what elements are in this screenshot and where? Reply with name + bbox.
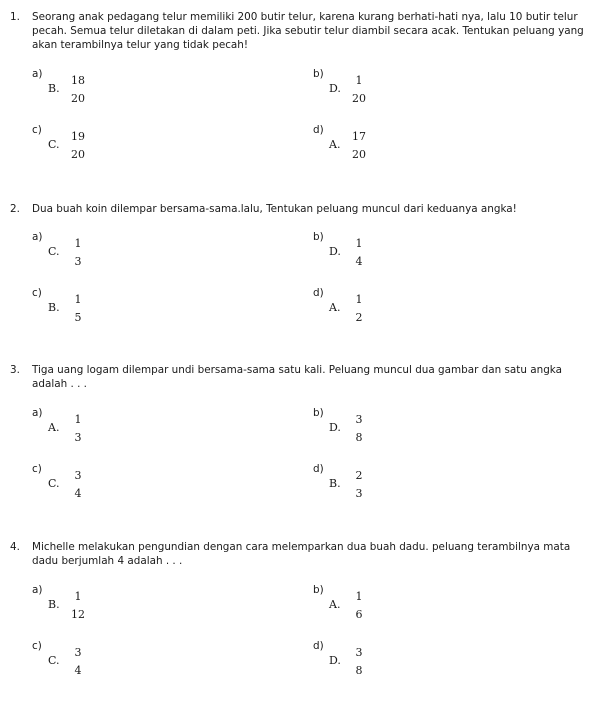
option-label: d) [313,463,324,475]
denominator: 20 [352,92,366,105]
option-c[interactable] [32,463,232,513]
question-3 [10,363,590,391]
option-d[interactable] [313,640,513,690]
denominator: 4 [355,255,363,268]
numerator: 2 [355,469,363,482]
denominator: 8 [355,431,363,444]
option-label: d) [313,287,324,299]
option-letter: B. [48,82,60,95]
option-a[interactable] [32,68,232,118]
question-number: 3. [10,364,20,376]
option-letter: D. [329,654,341,667]
option-label: d) [313,124,324,136]
option-b[interactable] [313,584,513,634]
fraction [66,644,90,680]
option-letter: B. [48,301,60,314]
fraction [66,411,90,447]
option-a[interactable] [32,407,232,457]
fraction [347,467,371,503]
option-letter: D. [329,421,341,434]
option-label: c) [32,463,42,475]
option-letter: C. [48,245,60,258]
numerator: 18 [71,74,85,87]
option-letter: C. [48,477,60,490]
question-number: 2. [10,203,20,215]
option-c[interactable] [32,287,232,337]
option-letter: D. [329,245,341,258]
question-4 [10,540,590,568]
denominator: 6 [355,608,363,621]
option-label: b) [313,584,324,596]
fraction [347,644,371,680]
question-text: Dua buah koin dilempar bersama-sama.lalu, Tentukan peluang muncul dari keduanya angka! [32,203,517,215]
denominator: 12 [71,608,85,621]
numerator: 3 [355,646,363,659]
fraction [66,235,90,271]
option-label: c) [32,124,42,136]
numerator: 3 [355,413,363,426]
fraction [66,128,90,164]
numerator: 17 [352,130,366,143]
denominator: 2 [355,311,363,324]
numerator: 1 [355,293,363,306]
question-text: Seorang anak pedagang telur memiliki 200 butir telur, karena kurang berhati-hati nya, lalu 10 butir telur pecah. Semua telur diletakan di dalam peti. Jika sebutir telur diambil secara acak. Tentukan peluang yang akan terambilnya telur yang tidak pecah! [32,11,584,51]
fraction [66,291,90,327]
option-c[interactable] [32,124,232,174]
question-2 [10,202,590,216]
option-letter: C. [48,138,60,151]
denominator: 4 [74,487,82,500]
fraction [347,72,371,108]
option-c[interactable] [32,640,232,690]
option-letter: A. [48,421,60,434]
fraction [66,467,90,503]
option-label: b) [313,407,324,419]
option-d[interactable] [313,287,513,337]
option-label: a) [32,231,43,243]
option-label: a) [32,584,43,596]
fraction [347,235,371,271]
numerator: 1 [74,413,82,426]
option-letter: C. [48,654,60,667]
option-b[interactable] [313,68,513,118]
denominator: 5 [74,311,82,324]
option-b[interactable] [313,231,513,281]
denominator: 8 [355,664,363,677]
question-number: 4. [10,541,20,553]
option-d[interactable] [313,124,513,174]
option-b[interactable] [313,407,513,457]
denominator: 20 [352,148,366,161]
option-a[interactable] [32,231,232,281]
denominator: 3 [74,431,82,444]
option-letter: D. [329,82,341,95]
option-label: a) [32,68,43,80]
option-label: c) [32,640,42,652]
question-1 [10,10,590,52]
numerator: 1 [74,590,82,603]
fraction [347,291,371,327]
numerator: 1 [355,590,363,603]
question-number: 1. [10,11,20,23]
option-letter: B. [329,477,341,490]
option-letter: B. [48,598,60,611]
numerator: 3 [74,646,82,659]
option-label: d) [313,640,324,652]
numerator: 1 [74,293,82,306]
option-label: c) [32,287,42,299]
numerator: 1 [355,237,363,250]
fraction [347,588,371,624]
option-label: a) [32,407,43,419]
fraction [347,411,371,447]
numerator: 1 [355,74,363,87]
numerator: 19 [71,130,85,143]
denominator: 4 [74,664,82,677]
denominator: 3 [355,487,363,500]
fraction [347,128,371,164]
option-label: b) [313,68,324,80]
option-letter: A. [329,138,341,151]
denominator: 20 [71,92,85,105]
question-text: Michelle melakukan pengundian dengan cara melemparkan dua buah dadu. peluang terambilnya mata dadu berjumlah 4 adalah . . . [32,541,571,567]
fraction [66,72,90,108]
option-a[interactable] [32,584,232,634]
denominator: 3 [74,255,82,268]
numerator: 1 [74,237,82,250]
option-d[interactable] [313,463,513,513]
option-letter: A. [329,301,341,314]
denominator: 20 [71,148,85,161]
option-letter: A. [329,598,341,611]
numerator: 3 [74,469,82,482]
question-text: Tiga uang logam dilempar undi bersama-sama satu kali. Peluang muncul dua gambar dan satu angka adalah . . . [32,364,563,390]
fraction [66,588,90,624]
option-label: b) [313,231,324,243]
